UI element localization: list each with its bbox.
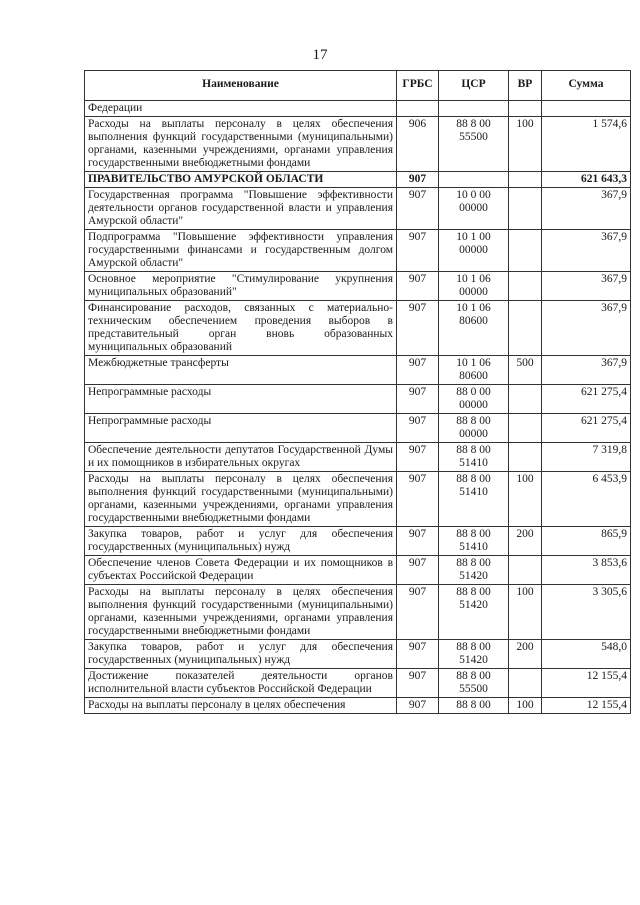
cell-sum: 6 453,9 [542, 472, 631, 527]
cell-sum [542, 101, 631, 117]
header-vr: ВР [509, 71, 542, 101]
cell-vr [509, 669, 542, 698]
cell-name: Закупка товаров, работ и услуг для обеспечения государственных (муниципальных) нужд [85, 527, 397, 556]
cell-vr [509, 188, 542, 230]
cell-sum: 621 643,3 [542, 172, 631, 188]
table-header-row [85, 71, 631, 101]
cell-name: Межбюджетные трансферты [85, 356, 397, 385]
cell-name: Непрограммные расходы [85, 385, 397, 414]
header-csr: ЦСР [439, 71, 509, 101]
cell-vr: 100 [509, 585, 542, 640]
cell-sum: 621 275,4 [542, 385, 631, 414]
cell-grbs: 907 [397, 172, 439, 188]
table-row [85, 101, 631, 117]
cell-vr [509, 556, 542, 585]
page-number: 17 [312, 47, 328, 63]
cell-vr [509, 414, 542, 443]
cell-name: Расходы на выплаты персоналу в целях обеспечения выполнения функций государственными (муниципальными) органами, казенными учреждениями, органами управления государственными внебюджетными фондами [85, 117, 397, 172]
cell-vr: 100 [509, 698, 542, 714]
cell-name: Государственная программа "Повышение эффективности деятельности органов государственной власти и управления Амурской области" [85, 188, 397, 230]
cell-csr: 88 8 00 51410 [439, 443, 509, 472]
table-row [85, 117, 631, 172]
cell-csr: 88 8 00 [439, 698, 509, 714]
cell-grbs: 907 [397, 272, 439, 301]
cell-grbs: 907 [397, 669, 439, 698]
header-grbs: ГРБС [397, 71, 439, 101]
cell-csr: 88 8 00 55500 [439, 117, 509, 172]
cell-grbs [397, 101, 439, 117]
cell-sum: 7 319,8 [542, 443, 631, 472]
cell-vr [509, 443, 542, 472]
cell-csr: 88 8 00 51420 [439, 585, 509, 640]
cell-grbs: 907 [397, 414, 439, 443]
table-row [85, 230, 631, 272]
table-row [85, 443, 631, 472]
cell-name: Обеспечение деятельности депутатов Государственной Думы и их помощников в избирательных округах [85, 443, 397, 472]
cell-name: Основное мероприятие "Стимулирование укрупнения муниципальных образований" [85, 272, 397, 301]
table-row [85, 527, 631, 556]
cell-name: Расходы на выплаты персоналу в целях обеспечения выполнения функций государственными (муниципальными) органами, казенными учреждениями, органами управления государственными внебюджетными фондами [85, 585, 397, 640]
cell-csr: 88 8 00 51420 [439, 556, 509, 585]
cell-name: Расходы на выплаты персоналу в целях обеспечения выполнения функций государственными (муниципальными) органами, казенными учреждениями, органами управления государственными внебюджетными фондами [85, 472, 397, 527]
cell-sum: 12 155,4 [542, 669, 631, 698]
cell-vr: 500 [509, 356, 542, 385]
cell-name: Подпрограмма "Повышение эффективности управления государственными финансами и государственным долгом Амурской области" [85, 230, 397, 272]
cell-name: Обеспечение членов Совета Федерации и их помощников в субъектах Российской Федерации [85, 556, 397, 585]
cell-grbs: 907 [397, 188, 439, 230]
cell-csr: 10 1 06 80600 [439, 301, 509, 356]
cell-sum: 367,9 [542, 356, 631, 385]
cell-vr: 100 [509, 472, 542, 527]
table-row [85, 301, 631, 356]
cell-vr: 100 [509, 117, 542, 172]
table-row [85, 669, 631, 698]
cell-sum: 865,9 [542, 527, 631, 556]
cell-grbs: 907 [397, 301, 439, 356]
cell-csr: 10 0 00 00000 [439, 188, 509, 230]
cell-sum: 367,9 [542, 230, 631, 272]
table-row [85, 698, 631, 714]
cell-csr: 10 1 06 00000 [439, 272, 509, 301]
cell-sum: 367,9 [542, 188, 631, 230]
cell-sum: 3 853,6 [542, 556, 631, 585]
cell-sum: 12 155,4 [542, 698, 631, 714]
cell-csr: 88 8 00 00000 [439, 414, 509, 443]
cell-vr [509, 385, 542, 414]
cell-name: Закупка товаров, работ и услуг для обеспечения государственных (муниципальных) нужд [85, 640, 397, 669]
cell-name: Непрограммные расходы [85, 414, 397, 443]
cell-vr: 200 [509, 640, 542, 669]
cell-csr: 88 8 00 55500 [439, 669, 509, 698]
table-row [85, 585, 631, 640]
budget-table [84, 70, 631, 714]
cell-csr: 88 0 00 00000 [439, 385, 509, 414]
cell-grbs: 907 [397, 230, 439, 272]
cell-grbs: 907 [397, 472, 439, 527]
table-row [85, 556, 631, 585]
table-row [85, 272, 631, 301]
cell-vr [509, 172, 542, 188]
cell-name: Федерации [85, 101, 397, 117]
cell-name: ПРАВИТЕЛЬСТВО АМУРСКОЙ ОБЛАСТИ [85, 172, 397, 188]
cell-grbs: 907 [397, 556, 439, 585]
header-name: Наименование [85, 71, 397, 101]
cell-name: Расходы на выплаты персоналу в целях обеспечения [85, 698, 397, 714]
cell-vr [509, 230, 542, 272]
table-row [85, 640, 631, 669]
cell-grbs: 907 [397, 385, 439, 414]
cell-sum: 1 574,6 [542, 117, 631, 172]
cell-csr [439, 172, 509, 188]
cell-vr [509, 301, 542, 356]
cell-csr: 88 8 00 51410 [439, 527, 509, 556]
cell-grbs: 907 [397, 443, 439, 472]
cell-csr [439, 101, 509, 117]
cell-csr: 10 1 06 80600 [439, 356, 509, 385]
cell-sum: 367,9 [542, 272, 631, 301]
table-body [85, 101, 631, 714]
table-row [85, 414, 631, 443]
table-row [85, 356, 631, 385]
table-row [85, 188, 631, 230]
cell-csr: 88 8 00 51410 [439, 472, 509, 527]
cell-vr [509, 272, 542, 301]
table-row [85, 385, 631, 414]
cell-csr: 88 8 00 51420 [439, 640, 509, 669]
cell-sum: 367,9 [542, 301, 631, 356]
cell-vr [509, 101, 542, 117]
cell-sum: 548,0 [542, 640, 631, 669]
cell-grbs: 907 [397, 527, 439, 556]
cell-grbs: 907 [397, 640, 439, 669]
cell-grbs: 907 [397, 698, 439, 714]
cell-grbs: 907 [397, 356, 439, 385]
cell-vr: 200 [509, 527, 542, 556]
cell-csr: 10 1 00 00000 [439, 230, 509, 272]
cell-sum: 621 275,4 [542, 414, 631, 443]
cell-name: Финансирование расходов, связанных с материально-техническим обеспечением проведения выборов в представительный орган вновь образованных муниципальных образований [85, 301, 397, 356]
cell-sum: 3 305,6 [542, 585, 631, 640]
table-row [85, 472, 631, 527]
header-sum: Сумма [542, 71, 631, 101]
cell-name: Достижение показателей деятельности органов исполнительной власти субъектов Российской Федерации [85, 669, 397, 698]
cell-grbs: 907 [397, 585, 439, 640]
cell-grbs: 906 [397, 117, 439, 172]
table-row [85, 172, 631, 188]
